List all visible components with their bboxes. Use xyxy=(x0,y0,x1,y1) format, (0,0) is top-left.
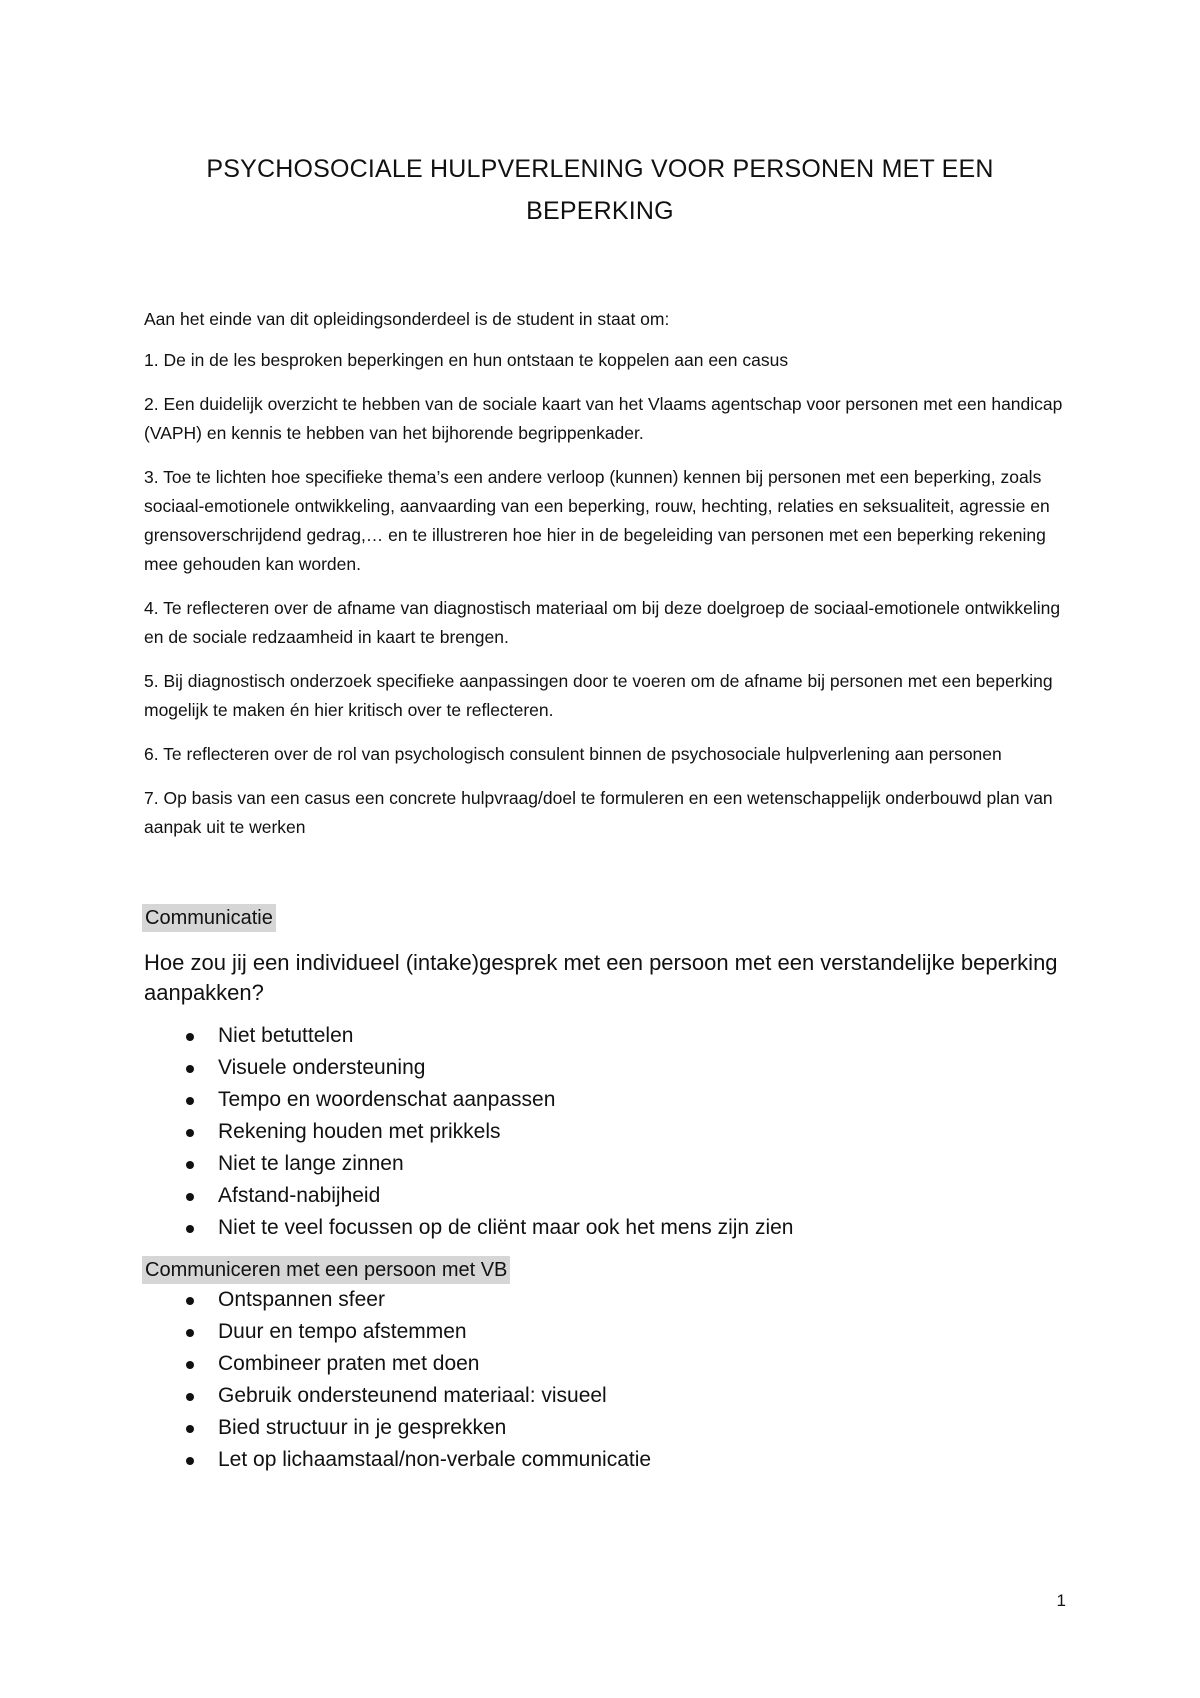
section-heading-communiceren: Communiceren met een persoon met VB xyxy=(142,1256,510,1284)
bullet-icon xyxy=(186,1129,194,1137)
bullet-list-communiceren xyxy=(144,1284,1064,1476)
objective-text: Te reflecteren over de afname van diagnostisch materiaal om bij deze doelgroep de sociaal-emotionele ontwikkeling en de sociale redzaamheid in kaart te brengen. xyxy=(144,598,1061,647)
bullet-icon xyxy=(186,1097,194,1105)
list-item xyxy=(144,1116,1064,1148)
objective-text: Bij diagnostisch onderzoek specifieke aanpassingen door te voeren om de afname bij personen met een beperking mogelijk te maken én hier kritisch over te reflecteren. xyxy=(144,671,1053,720)
section-question: Hoe zou jij een individueel (intake)gesprek met een persoon met een verstandelijke beperking aanpakken? xyxy=(144,950,1058,1005)
page-number: 1 xyxy=(1056,1591,1066,1610)
list-item xyxy=(144,1052,1064,1084)
list-item xyxy=(144,1020,1064,1052)
list-item-text: Niet te lange zinnen xyxy=(218,1152,404,1175)
objective-text: De in de les besproken beperkingen en hun ontstaan te koppelen aan een casus xyxy=(158,350,789,370)
list-item-text: Combineer praten met doen xyxy=(218,1352,480,1375)
list-item-text: Afstand-nabijheid xyxy=(218,1184,381,1207)
objectives-list xyxy=(144,346,1064,842)
list-item xyxy=(144,1084,1064,1116)
objective-text: Op basis van een casus een concrete hulpvraag/doel te formuleren en een wetenschappelijk onderbouwd plan van aanpak uit te werken xyxy=(144,788,1053,837)
document-title xyxy=(150,148,1050,232)
list-item xyxy=(144,1148,1064,1180)
objective-text: Toe te lichten hoe specifieke thema’s een andere verloop (kunnen) kennen bij personen met een beperking, zoals sociaal-emotionele ontwikkeling, aanvaarding van een beperking, rouw, hechting, relaties en seksualiteit, agressie en grensoverschrijdend gedrag,… en te illustreren hoe hier in de begeleiding van personen met een beperking rekening mee gehouden kan worden. xyxy=(144,467,1050,574)
bullet-icon xyxy=(186,1329,194,1337)
list-item-text: Niet betuttelen xyxy=(218,1024,354,1047)
bullet-icon xyxy=(186,1361,194,1369)
objective-item xyxy=(144,784,1064,842)
bullet-icon xyxy=(186,1425,194,1433)
list-item xyxy=(144,1444,1064,1476)
objective-number: 4. xyxy=(144,598,159,618)
bullet-icon xyxy=(186,1393,194,1401)
objective-item xyxy=(144,463,1064,579)
objective-number: 5. xyxy=(144,671,159,691)
objective-number: 3. xyxy=(144,467,159,487)
list-item-text: Duur en tempo afstemmen xyxy=(218,1320,467,1343)
list-item xyxy=(144,1212,1064,1244)
bullet-icon xyxy=(186,1033,194,1041)
bullet-list-communicatie xyxy=(144,1020,1064,1244)
section-communicatie xyxy=(144,904,1064,1244)
list-item xyxy=(144,1348,1064,1380)
objective-item xyxy=(144,740,1064,769)
objective-number: 6. xyxy=(144,744,159,764)
list-item-text: Ontspannen sfeer xyxy=(218,1288,385,1311)
bullet-icon xyxy=(186,1225,194,1233)
list-item xyxy=(144,1412,1064,1444)
list-item-text: Visuele ondersteuning xyxy=(218,1056,426,1079)
list-item-text: Rekening houden met prikkels xyxy=(218,1120,501,1143)
objective-text: Te reflecteren over de rol van psychologisch consulent binnen de psychosociale hulpverlening aan personen xyxy=(158,744,1002,764)
list-item xyxy=(144,1316,1064,1348)
intro-paragraph: Aan het einde van dit opleidingsonderdeel is de student in staat om: xyxy=(144,309,670,329)
bullet-icon xyxy=(186,1297,194,1305)
bullet-icon xyxy=(186,1193,194,1201)
document-body xyxy=(144,305,1064,1476)
objective-item xyxy=(144,346,1064,375)
objective-item xyxy=(144,667,1064,725)
list-item xyxy=(144,1380,1064,1412)
list-item xyxy=(144,1180,1064,1212)
list-item-text: Tempo en woordenschat aanpassen xyxy=(218,1088,556,1111)
objective-number: 2. xyxy=(144,394,159,414)
bullet-icon xyxy=(186,1457,194,1465)
objective-number: 7. xyxy=(144,788,159,808)
section-communiceren-met-vb xyxy=(144,1256,1064,1476)
objective-number: 1. xyxy=(144,350,159,370)
objective-item xyxy=(144,390,1064,448)
section-heading-communicatie: Communicatie xyxy=(142,904,276,932)
list-item-text: Bied structuur in je gesprekken xyxy=(218,1416,507,1439)
objective-item xyxy=(144,594,1064,652)
list-item xyxy=(144,1284,1064,1316)
title-line-1: PSYCHOSOCIALE HULPVERLENING VOOR PERSONEN MET EEN xyxy=(206,155,994,183)
list-item-text: Niet te veel focussen op de cliënt maar ook het mens zijn zien xyxy=(218,1216,794,1239)
title-line-2: BEPERKING xyxy=(526,197,674,225)
list-item-text: Gebruik ondersteunend materiaal: visueel xyxy=(218,1384,607,1407)
list-item-text: Let op lichaamstaal/non-verbale communicatie xyxy=(218,1448,652,1471)
bullet-icon xyxy=(186,1065,194,1073)
objective-text: Een duidelijk overzicht te hebben van de sociale kaart van het Vlaams agentschap voor personen met een handicap (VAPH) en kennis te hebben van het bijhorende begrippenkader. xyxy=(144,394,1063,443)
bullet-icon xyxy=(186,1161,194,1169)
